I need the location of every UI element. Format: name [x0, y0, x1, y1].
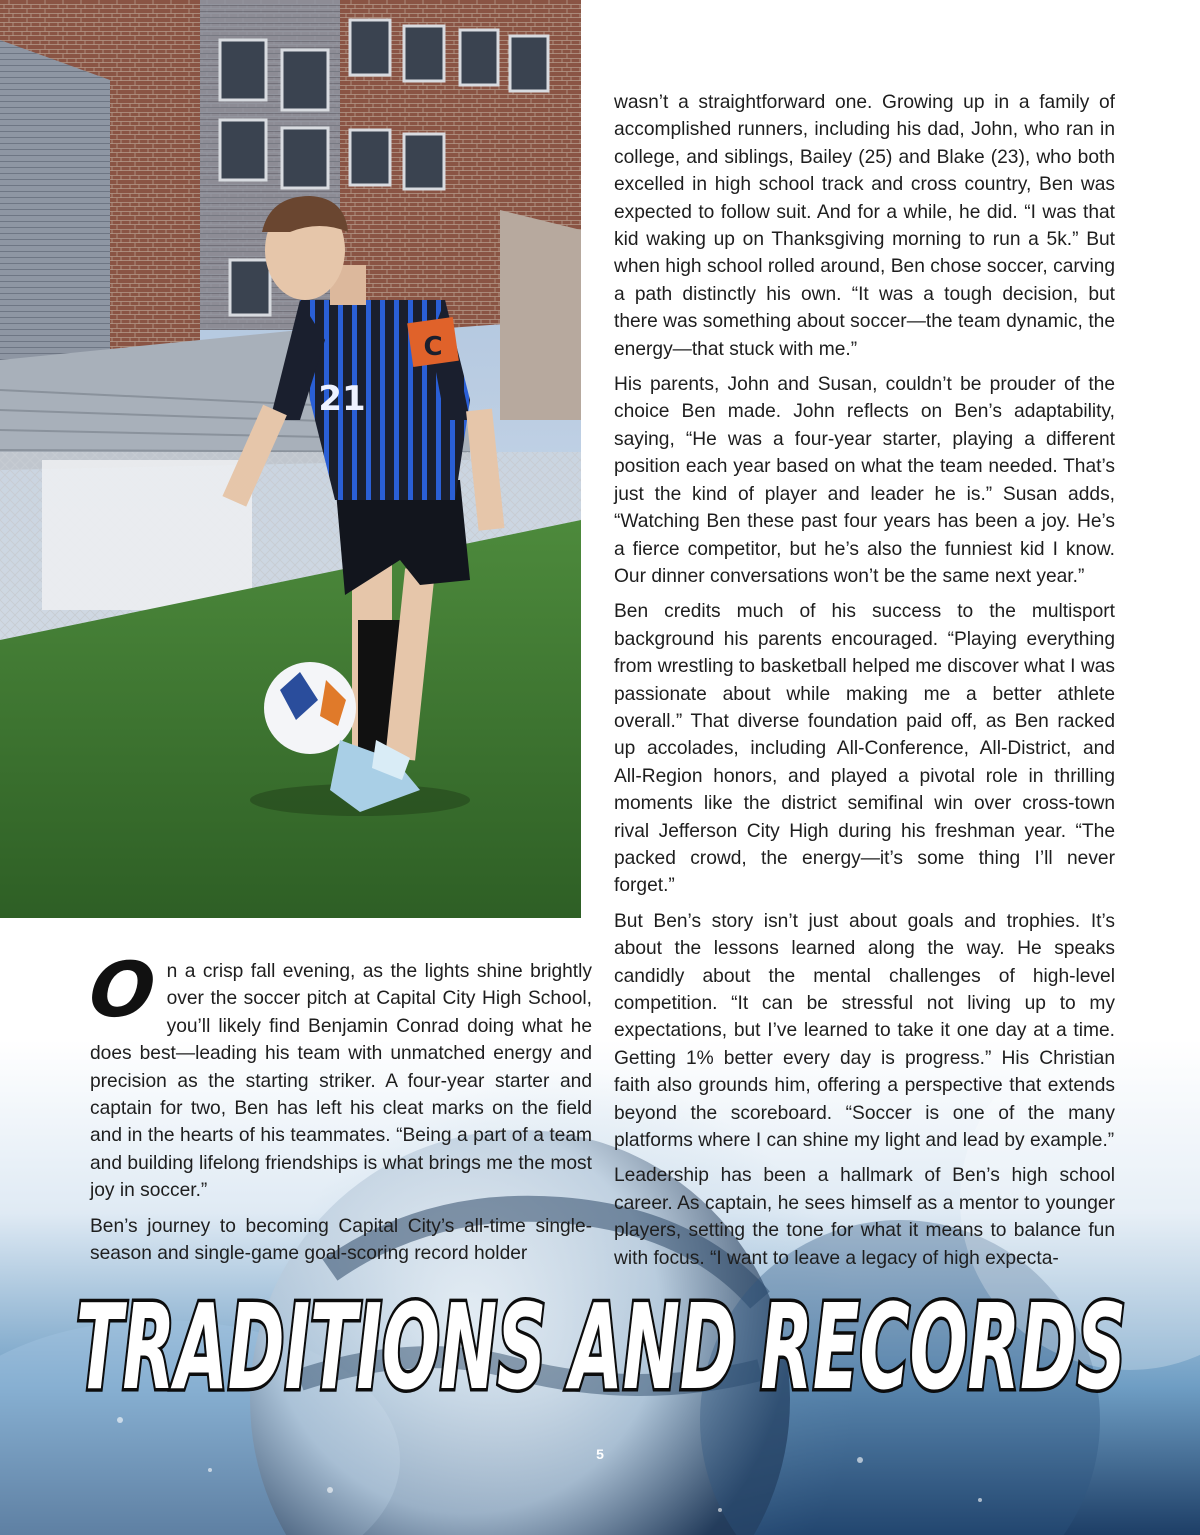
article-paragraph: Ben credits much of his success to the multisport background his parents encouraged. “Playing everything from wrestling to basketball helped me discover what I was passionate about while making me a better athlete overall.” That diverse foundation paid off, as Ben racked up accolades, including All-Conference, All-District, and All-Region honors, and played a pivotal role in thrilling moments like the district semifinal win over cross-town rival Jefferson City High during his freshman year. “The packed crowd, the energy—it’s some thing I’ll never forget.” — [614, 601, 1115, 897]
intro-text: n a crisp fall evening, as the lights shine brightly over the soccer pitch at Capital City High School, you’ll likely find Benjamin Conrad doing what he does best—leading his team with unmatched energy and precision as the starting striker. A four-year starter and captain for two, Ben has left his cleat marks on the field and in the hearts of his teammates. “Being a part of a team and building lifelong friendships is what brings me the most joy in soccer.” — [90, 961, 592, 1202]
jersey-number: 21 — [318, 379, 366, 419]
article-paragraph: wasn’t a straightforward one. Growing up in a family of accomplished runners, including his dad, John, who ran in college, and siblings, Bailey (25) and Blake (23), who both excelled in high school track and cross country, Ben was expected to follow suit. And for a while, he did. “I was that kid waking up on Thanksgiving morning to run a 5k.” But when high school rolled around, Ben chose soccer, carving a path distinctly his own. “It was a tough decision, but there was something about soccer—the team dynamic, the energy—that stuck with me.” — [614, 92, 1115, 360]
armband-letter: C — [423, 332, 443, 362]
article-paragraph: His parents, John and Susan, couldn’t be prouder of the choice Ben made. John reflects on Ben’s adaptability, saying, “He was a four-year starter, playing a different position each year based on what the team needed. That’s just the kind of player and leader he is.” Susan adds, “Watching Ben these past four years has been a joy. He’s a fierce competitor, but he’s also the funniest kid I know. Our dinner conversations won’t be the same next year.” — [614, 374, 1115, 587]
headline — [66, 1268, 1136, 1416]
headline-text: TRADITIONS AND RECORDS — [76, 1278, 1126, 1416]
article-paragraph: But Ben’s story isn’t just about goals and trophies. It’s about the lessons learned along the way. He speaks candidly about the mental challenges of high-level competition. “It can be stressful not living up to my expectations, but I’ve learned to take it one day at a time. Getting 1% better every day is progress.” His Christian faith also grounds him, offering a perspective that extends beyond the scoreboard. “Soccer is one of the many platforms where I can shine my light and lead by example.” — [614, 910, 1115, 1152]
article-left-column — [85, 945, 592, 1275]
article-right-column — [614, 89, 1115, 1280]
article-intro-paragraph — [85, 945, 592, 1205]
article-paragraph: Leadership has been a hallmark of Ben’s high school career. As captain, he sees himself as a mentor to younger players, setting the tone for what it means to balance fun with focus. “I want to leave a legacy of high expecta- — [614, 1165, 1115, 1269]
article-paragraph: Ben’s journey to becoming Capital City’s all-time single-season and single-game goal-scoring record holder — [90, 1215, 592, 1265]
page-number: 5 — [596, 1446, 604, 1462]
drop-cap: O — [85, 945, 160, 1034]
feature-photo — [0, 0, 581, 918]
